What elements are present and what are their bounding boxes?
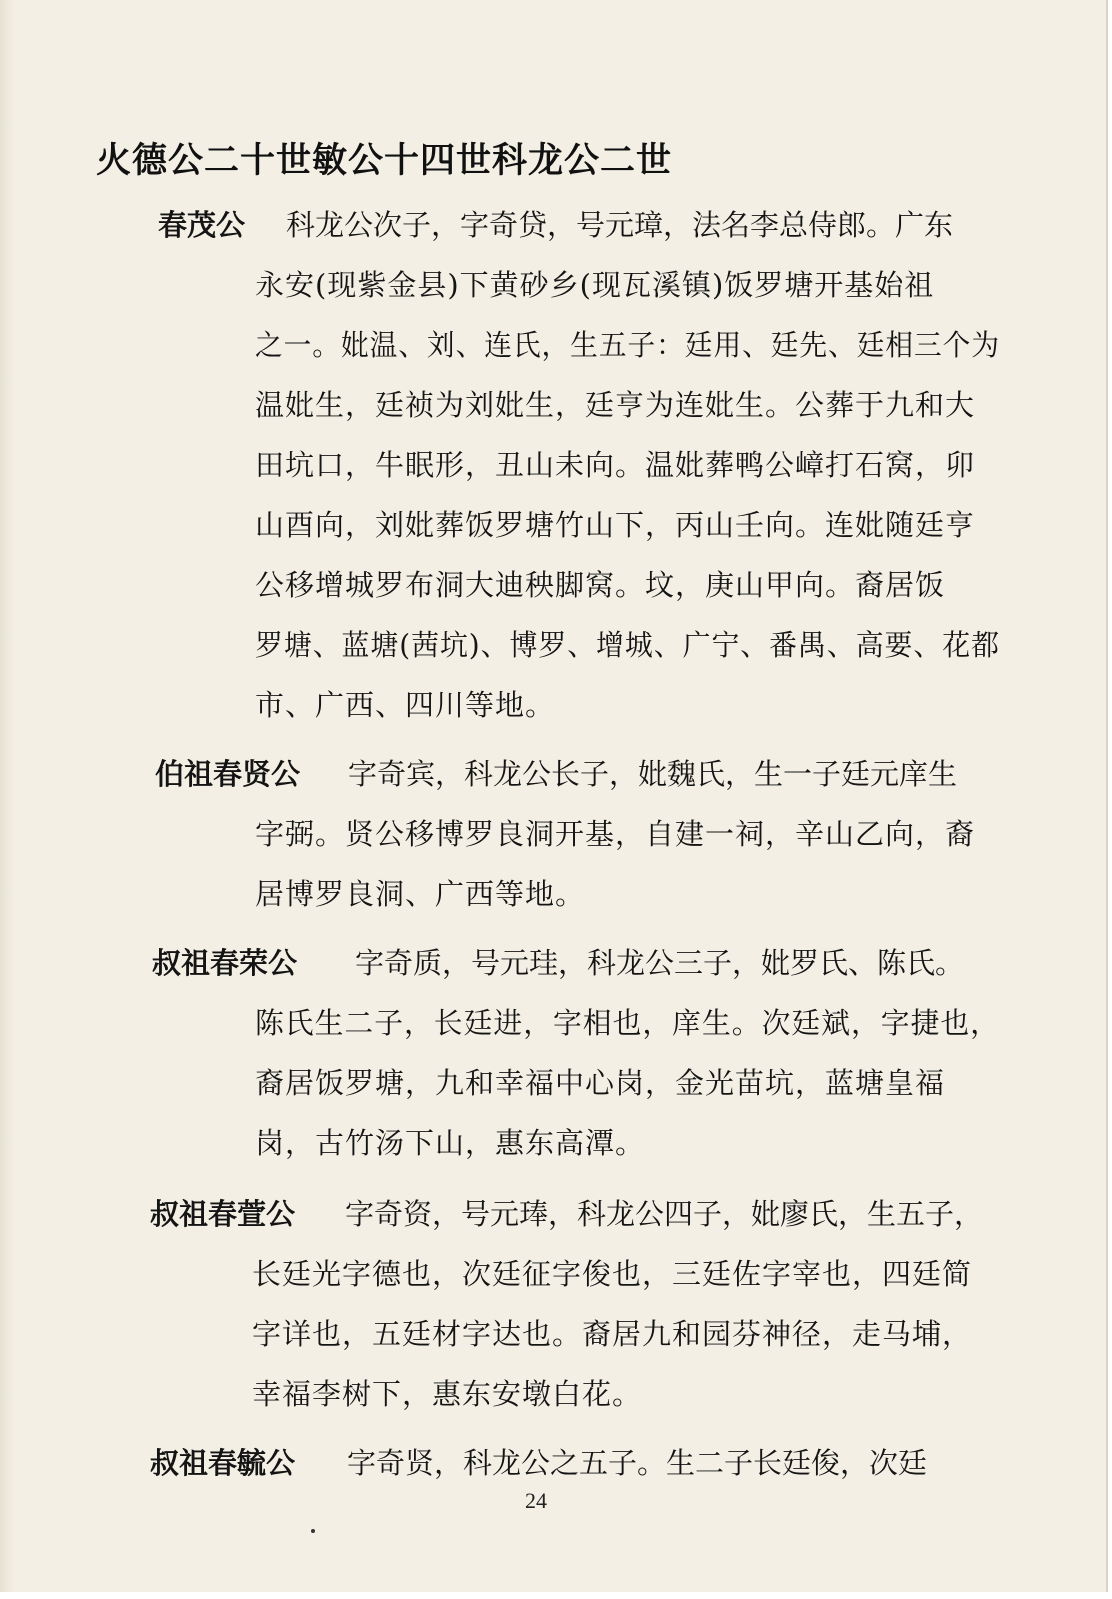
- page-heading: 火德公二十世敏公十四世科龙公二世: [96, 141, 673, 181]
- page-spine-shadow: [0, 0, 14, 1592]
- entry-text: 字奇宾，科龙公长子，妣魏氏，生一子廷元庠生: [348, 757, 958, 791]
- entry-first-line: [152, 941, 964, 982]
- entry-line: 之一。妣温、刘、连氏，生五子：廷用、廷先、廷相三个为: [255, 328, 1000, 362]
- entry-line: 幸福李树下，惠东安墩白花。: [252, 1377, 643, 1411]
- entry-line: 罗塘、蓝塘(茜坑)、博罗、增城、广宁、番禺、高要、花都: [255, 628, 1000, 662]
- entry-line: 山酉向，刘妣葬饭罗塘竹山下，丙山壬向。连妣随廷亨: [255, 508, 976, 542]
- entry-line: 字弼。贤公移博罗良洞开基，自建一祠，辛山乙向，裔: [255, 817, 976, 851]
- entry-line: 长廷光字德也，次廷征字俊也，三廷佐字宰也，四廷简: [252, 1257, 973, 1291]
- entry-line: 温妣生，廷祯为刘妣生，廷亨为连妣生。公葬于九和大: [255, 388, 976, 422]
- entry-text: 字奇资，号元琫，科龙公四子，妣廖氏，生五子，: [345, 1197, 984, 1231]
- entry-line: 裔居饭罗塘，九和幸福中心岗，金光苗坑，蓝塘皇福: [255, 1066, 946, 1100]
- entry-line: 陈氏生二子，长廷进，字相也，庠生。次廷斌，字捷也，: [255, 1006, 1000, 1040]
- entry-line: 公移增城罗布洞大迪秧脚窝。坟，庚山甲向。裔居饭: [255, 568, 946, 602]
- entry-name: 叔祖春荣公: [152, 946, 298, 980]
- entry-line: 字详也，五廷材字达也。裔居九和园芬神径，走马埔，: [252, 1317, 973, 1351]
- entry-name: 叔祖春萱公: [150, 1197, 296, 1231]
- entry-line: 田坑口，牛眠形，丑山未向。温妣葬鸭公嶂打石窝，卯: [255, 448, 976, 482]
- entry-line: 居博罗良洞、广西等地。: [255, 877, 586, 911]
- entry-text: 字奇质，号元珪，科龙公三子，妣罗氏、陈氏。: [355, 946, 965, 980]
- entry-first-line: [158, 203, 953, 244]
- entry-text: 科龙公次子，字奇贷，号元璋，法名李总侍郎。广东: [286, 208, 954, 242]
- entry-text: 字奇贤，科龙公之五子。生二子长廷俊，次廷: [347, 1446, 928, 1480]
- entry-name: 伯祖春贤公: [155, 757, 301, 791]
- print-speck: [311, 1529, 315, 1533]
- entry-line: 永安(现紫金县)下黄砂乡(现瓦溪镇)饭罗塘开基始祖: [255, 268, 935, 302]
- entry-name: 春茂公: [158, 208, 246, 242]
- entry-first-line: [155, 752, 957, 793]
- entry-first-line: [150, 1192, 983, 1233]
- entry-line: 市、广西、四川等地。: [255, 688, 556, 722]
- entry-first-line: [150, 1441, 927, 1482]
- entry-line: 岗，古竹汤下山，惠东高潭。: [255, 1126, 646, 1160]
- entry-name: 叔祖春毓公: [150, 1446, 296, 1480]
- page-number: 24: [525, 1488, 547, 1513]
